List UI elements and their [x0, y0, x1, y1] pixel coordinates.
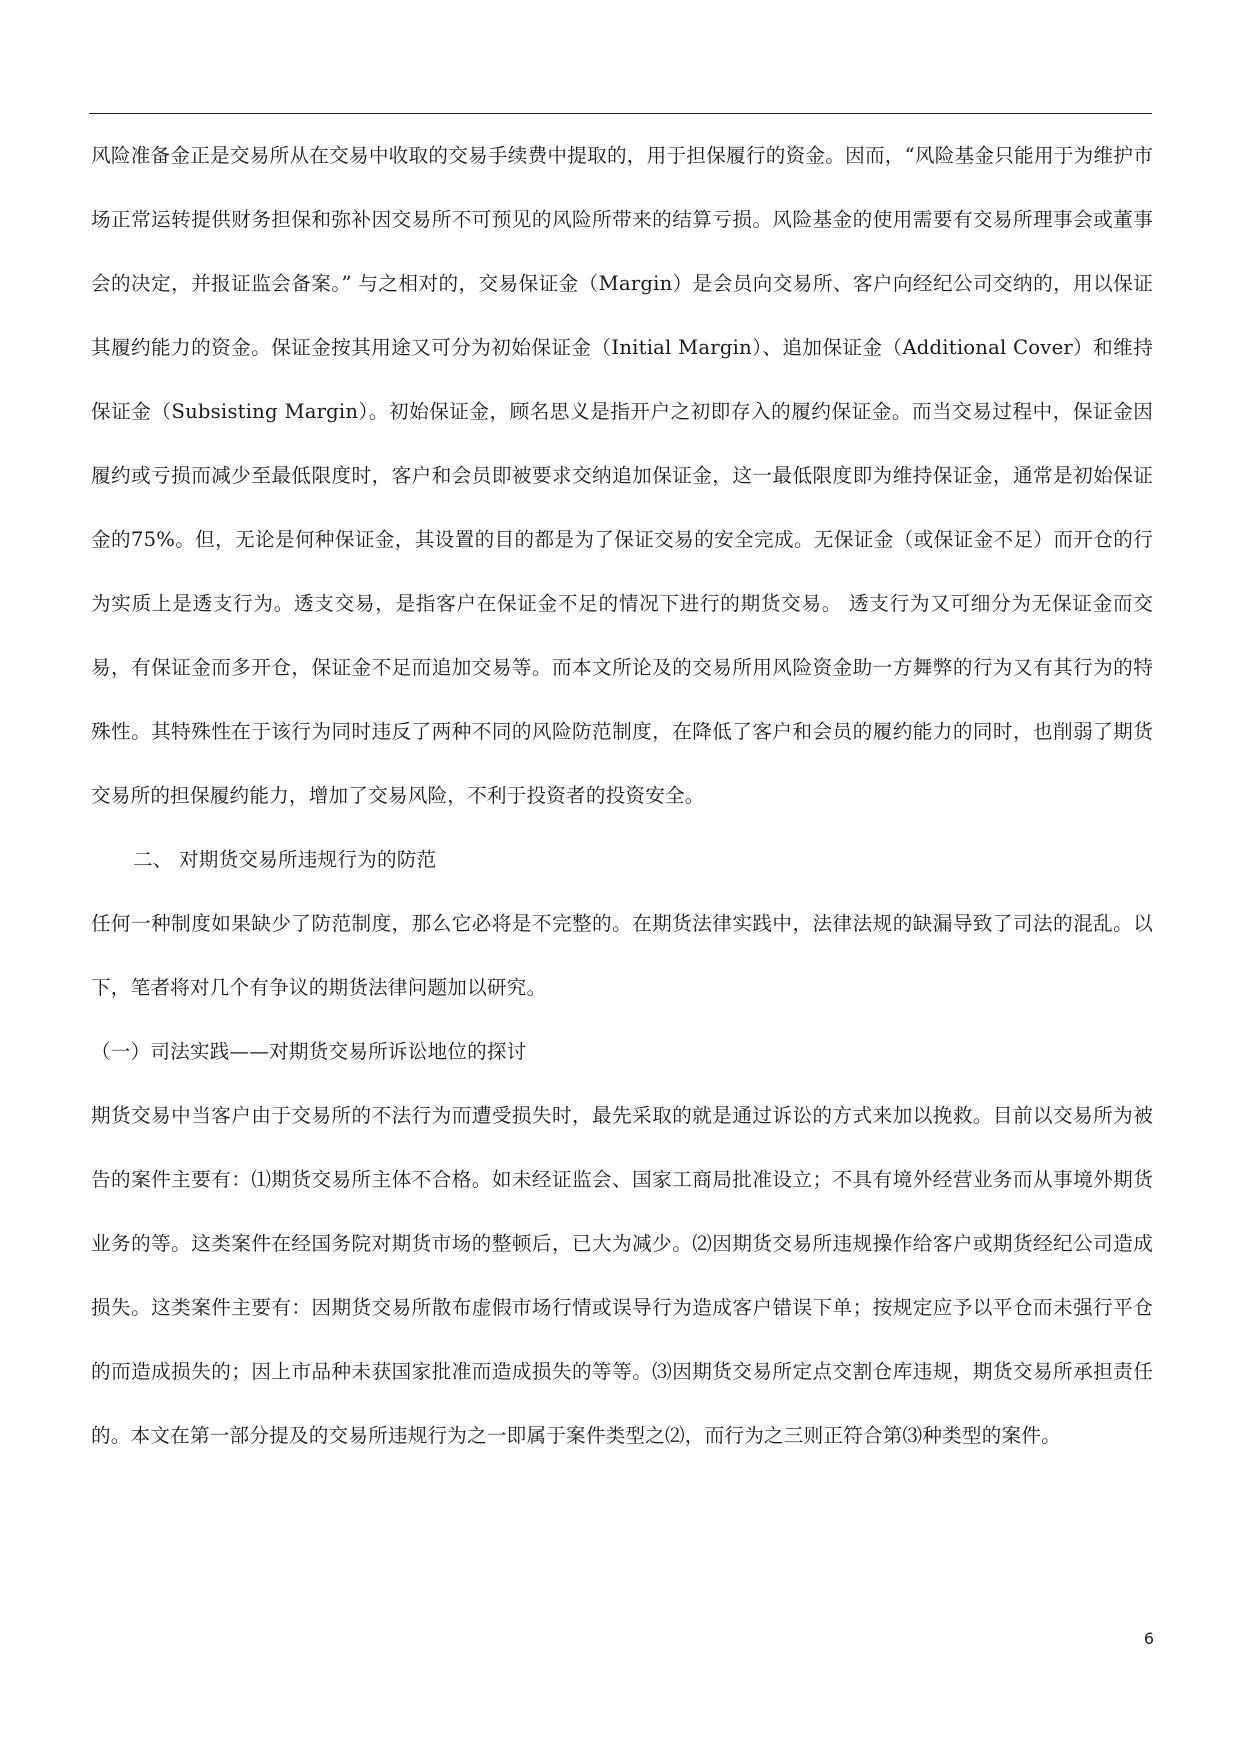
section-heading-prevention: 二、 对期货交易所违规行为的防范 [133, 848, 437, 871]
paragraph-risk-fund-and-margin: 风险准备金正是交易所从在交易中收取的交易手续费中提取的，用于担保履行的资金。因而，“风险基金只能用于为维护市场正常运转提供财务担保和弥补因交易所不可预见的风险所带来的结算亏损。风险基金的使用需要有交易所理事会或董事会的决定，并报证监会备案。” 与之相对的，交易保证金（Margin）是会员向交易所、客户向经纪公司交纳的，用以保证其履约能力的资金。保证金按其用途又可分为初始保证金（Initial Margin）、追加保证金（Additional Cover）和维持保证金（Subsisting Margin）。初始保证金，顾名思义是指开户之初即存入的履约保证金。而当交易过程中，保证金因履约或亏损而减少至最低限度时，客户和会员即被要求交纳追加保证金，这一最低限度即为维持保证金，通常是初始保证金的75%。但，无论是何种保证金，其设置的目的都是为了保证交易的安全完成。无保证金（或保证金不足）而开仓的行为实质上是透支行为。透支交易，是指客户在保证金不足的情况下进行的期货交易。 透支行为又可细分为无保证金而交易，有保证金而多开仓，保证金不足而追加交易等。而本文所论及的交易所用风险资金助一方舞弊的行为又有其行为的特殊性。其特殊性在于该行为同时违反了两种不同的风险防范制度，在降低了客户和会员的履约能力的同时，也削弱了期货交易所的担保履约能力，增加了交易风险，不利于投资者的投资安全。 [91, 144, 1153, 807]
subsection-heading-judicial-practice: （一）司法实践——对期货交易所诉讼地位的探讨 [91, 1040, 527, 1063]
paragraph-litigation-cases: 期货交易中当客户由于交易所的不法行为而遭受损失时，最先采取的就是通过诉讼的方式来加以挽救。目前以交易所为被告的案件主要有：⑴期货交易所主体不合格。如未经证监会、国家工商局批准设立；不具有境外经营业务而从事境外期货业务的等。这类案件在经国务院对期货市场的整顿后，已大为减少。⑵因期货交易所违规操作给客户或期货经纪公司造成损失。这类案件主要有：因期货交易所散布虚假市场行情或误导行为造成客户错误下单；按规定应予以平仓而未强行平仓的而造成损失的；因上市品种未获国家批准而造成损失的等等。⑶因期货交易所定点交割仓库违规，期货交易所承担责任的。本文在第一部分提及的交易所违规行为之一即属于案件类型之⑵，而行为之三则正符合第⑶种类型的案件。 [91, 1104, 1153, 1447]
header-rule [89, 113, 1152, 114]
page-number: 6 [1143, 1629, 1154, 1648]
body-text [91, 124, 1153, 1468]
paragraph-prevention-intro: 任何一种制度如果缺少了防范制度，那么它必将是不完整的。在期货法律实践中，法律法规的缺漏导致了司法的混乱。以下，笔者将对几个有争议的期货法律问题加以研究。 [91, 912, 1153, 999]
